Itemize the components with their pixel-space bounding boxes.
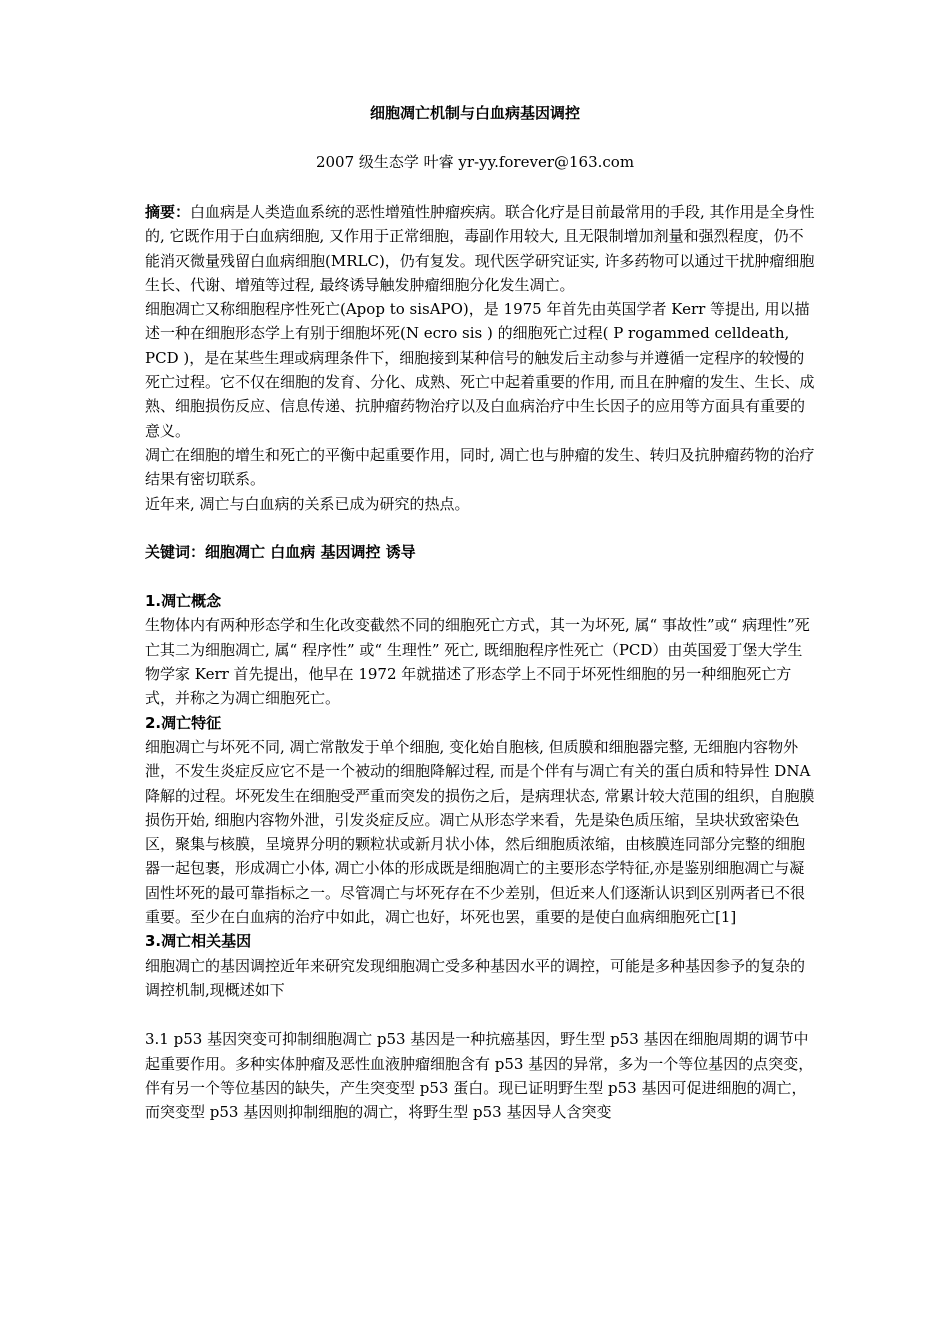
document-title: 细胞凋亡机制与白血病基因调控 bbox=[369, 104, 580, 122]
section-1-heading: 1.凋亡概念 bbox=[145, 592, 222, 611]
section-2-heading: 2.凋亡特征 bbox=[145, 713, 222, 732]
section-3-heading: 3.凋亡相关基因 bbox=[145, 932, 252, 951]
abstract-label: 摘要： bbox=[145, 203, 191, 221]
intro-paragraph-1: 细胞凋亡又称细胞程序性死亡(Apop to sisAPO)，是 1975 年首先由英国学者 Kerr 等提出, 用以描述一种在细胞形态学上有别于细胞坏死(N ecro sis ) 的细胞死亡过程( P rogammed celldeath, PCD )，是在某些生理或病理条件下，细胞接到某种信号的触发后主动参与并遵循一定程序的较慢的死亡过程。它不仅在细胞的发育、分化、成熟、死亡中起着重要的作用, 而且在肿瘤的发生、生长、成熟、细胞损伤反应、信息传递、抗肿瘤药物治疗以及白血病治疗中生长因子的应用等方面具有重要的意义。 bbox=[145, 300, 815, 440]
document-body bbox=[145, 200, 815, 1124]
keywords: 关键词：细胞凋亡 白血病 基因调控 诱导 bbox=[145, 542, 416, 561]
intro-paragraph-3: 近年来, 凋亡与白血病的关系已成为研究的热点。 bbox=[145, 494, 470, 513]
intro-paragraph-2: 凋亡在细胞的增生和死亡的平衡中起重要作用，同时, 凋亡也与肿瘤的发生、转归及抗肿瘤药物的治疗结果有密切联系。 bbox=[145, 445, 815, 489]
section-1-text: 生物体内有两种形态学和生化改变截然不同的细胞死亡方式，其一为坏死, 属“ 事故性”或“ 病理性”死亡其二为细胞凋亡, 属“ 程序性” 或“ 生理性” 死亡, 既细胞程序性死亡（PCD）由英国爱丁堡大学生物学家 Kerr 首先提出，他早在 1972 年就描述了形态学上不同于坏死性细胞的另一种细胞死亡方式，并称之为凋亡细胞死亡。 bbox=[145, 616, 810, 708]
author-line: 2007 级生态学 叶睿 yr-yy.forever@163.com bbox=[315, 153, 635, 171]
section-3-text: 细胞凋亡的基因调控近年来研究发现细胞凋亡受多种基因水平的调控，可能是多种基因参予的复杂的调控机制,现概述如下 bbox=[145, 956, 806, 999]
abstract-text: 白血病是人类造血系统的恶性增殖性肿瘤疾病。联合化疗是目前最常用的手段, 其作用是全身性的, 它既作用于白血病细胞, 又作用于正常细胞，毒副作用较大, 且无限制增加剂量和强烈程度，仍不能消灭微量残留白血病细胞(MRLC)，仍有复发。现代医学研究证实, 许多药物可以通过干扰肿瘤细胞生长、代谢、增殖等过程, 最终诱导触发肿瘤细胞分化发生凋亡。 bbox=[145, 203, 815, 294]
section-3-1-text: 3.1 p53 基因突变可抑制细胞凋亡 p53 基因是一种抗癌基因，野生型 p53 基因在细胞周期的调节中起重要作用。多种实体肿瘤及恶性血液肿瘤细胞含有 p53 基因的异常，多为一个等位基因的点突变，伴有另一个等位基因的缺失，产生突变型 p53 蛋白。现已证明野生型 p53 基因可促进细胞的凋亡，而突变型 p53 基因则抑制细胞的凋亡，将野生型 p53 基因导人含突变 bbox=[145, 1030, 814, 1122]
abstract-paragraph bbox=[145, 200, 815, 297]
section-2-text: 细胞凋亡与坏死不同, 凋亡常散发于单个细胞, 变化始自胞核, 但质膜和细胞器完整, 无细胞内容物外泄，不发生炎症反应它不是一个被动的细胞降解过程, 而是个伴有与凋亡有关的蛋白质和特异性 DNA 降解的过程。坏死发生在细胞受严重而突发的损伤之后，是病理状态, 常累计较大范围的组织，自胞膜损伤开始, 细胞内容物外泄，引发炎症反应。凋亡从形态学来看，先是染色质压缩，呈块状致密染色区，聚集与核膜，呈境界分明的颗粒状或新月状小体，然后细胞质浓缩，由核膜连同部分完整的细胞器一起包裹，形成凋亡小体, 凋亡小体的形成既是细胞凋亡的主要形态学特征,亦是鉴别细胞凋亡与凝固性坏死的最可靠指标之一。尽管凋亡与坏死存在不少差别，但近来人们逐渐认识到区别两者已不很重要。至少在白血病的治疗中如此，凋亡也好，坏死也罢，重要的是使白血病细胞死亡[1] bbox=[145, 737, 815, 927]
